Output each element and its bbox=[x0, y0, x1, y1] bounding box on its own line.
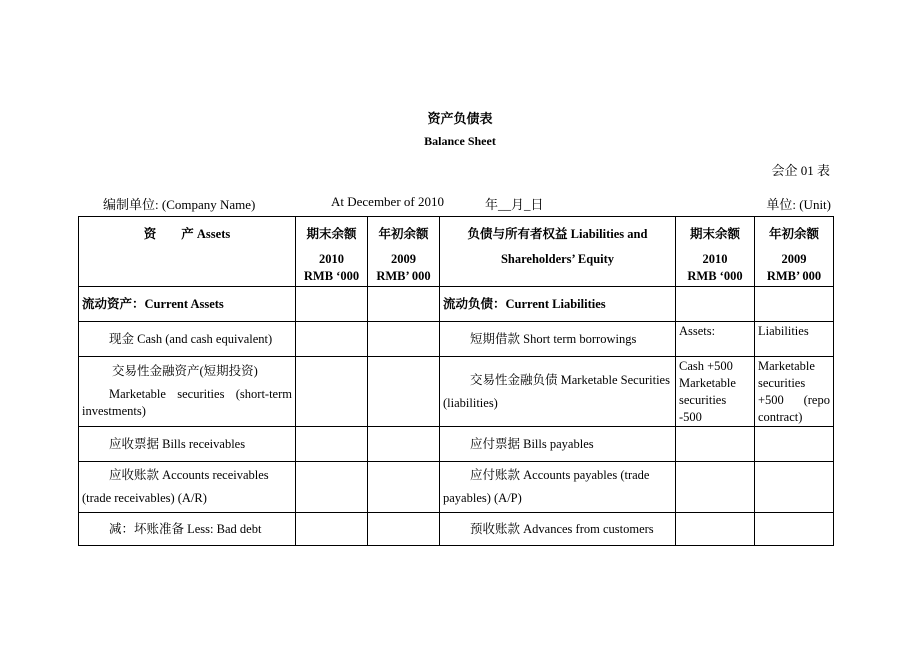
liability-label-line1: 交易性金融负债 Marketable Securities bbox=[470, 372, 670, 387]
liab-end-cell: Assets: bbox=[676, 322, 755, 357]
header-liab-end-unit: RMB ‘000 bbox=[687, 269, 743, 283]
liability-label: 应付票据 Bills payables bbox=[440, 427, 676, 462]
table-row bbox=[79, 322, 834, 357]
asset-begin-cell bbox=[368, 322, 440, 357]
balance-sheet-table bbox=[78, 216, 834, 546]
liab-begin-cell bbox=[755, 513, 834, 546]
header-row bbox=[79, 217, 834, 287]
header-asset-end-title: 期末余额 bbox=[306, 227, 357, 241]
header-assets: 资 产 Assets bbox=[79, 217, 296, 287]
header-asset-begin-title: 年初余额 bbox=[378, 227, 429, 241]
asset-end-cell bbox=[296, 513, 368, 546]
asset-begin-cell bbox=[368, 427, 440, 462]
company-label: 编制单位: (Company Name) bbox=[103, 197, 256, 212]
header-liab-line2: Shareholders’ Equity bbox=[500, 252, 615, 266]
header-liab-begin-year: 2009 bbox=[781, 252, 807, 266]
asset-label: 减：坏账准备 Less: Bad debt bbox=[79, 513, 296, 546]
asset-begin-cell bbox=[368, 287, 440, 322]
header-liab-begin-title: 年初余额 bbox=[768, 227, 819, 241]
liab-begin-cell: Liabilities bbox=[755, 322, 834, 357]
asset-label-line2: (trade receivables) (A/R) bbox=[82, 491, 207, 505]
liability-label-line2: payables) (A/P) bbox=[443, 491, 522, 505]
form-number: 会企 01 表 bbox=[771, 163, 830, 178]
header-liab-end-title: 期末余额 bbox=[689, 227, 740, 241]
header-liabilities bbox=[440, 217, 676, 287]
asset-end-cell bbox=[296, 322, 368, 357]
date-fill: 年__月_日 bbox=[485, 197, 544, 212]
liab-begin-cell bbox=[755, 462, 834, 513]
header-asset-begin-unit: RMB’ 000 bbox=[376, 269, 431, 283]
table-row bbox=[79, 427, 834, 462]
header-asset-end-year: 2010 bbox=[319, 252, 344, 266]
asset-label-cn: 交易性金融资产(短期投资) bbox=[112, 364, 258, 378]
table-row bbox=[79, 462, 834, 513]
asset-label: 应收票据 Bills receivables bbox=[79, 427, 296, 462]
asset-label-en: Marketable securities (short-term investments) bbox=[82, 387, 292, 418]
header-liab-begin-unit: RMB’ 000 bbox=[766, 269, 822, 283]
table-row bbox=[79, 513, 834, 546]
title-chinese: 资产负债表 bbox=[427, 111, 493, 126]
title-english: Balance Sheet bbox=[424, 134, 496, 148]
liab-end-cell bbox=[676, 287, 755, 322]
header-liab-end bbox=[676, 217, 755, 287]
asset-end-cell bbox=[296, 357, 368, 427]
header-liab-line1: 负债与所有者权益 Liabilities and bbox=[467, 227, 648, 241]
asset-label: 现金 Cash (and cash equivalent) bbox=[79, 322, 296, 357]
liability-label-line1: 应付账款 Accounts payables (trade bbox=[470, 468, 650, 482]
asset-label bbox=[79, 462, 296, 513]
asset-begin-cell bbox=[368, 513, 440, 546]
header-liab-end-year: 2010 bbox=[702, 252, 728, 266]
asset-label: 流动资产：Current Assets bbox=[79, 287, 296, 322]
liability-label bbox=[440, 357, 676, 427]
header-asset-end bbox=[296, 217, 368, 287]
liab-end-cell: Cash +500 Marketable securities -500 bbox=[676, 357, 755, 427]
header-asset-begin bbox=[368, 217, 440, 287]
unit-label: 单位: (Unit) bbox=[766, 197, 831, 212]
asset-begin-cell bbox=[368, 357, 440, 427]
asset-begin-cell bbox=[368, 462, 440, 513]
liability-label: 预收账款 Advances from customers bbox=[440, 513, 676, 546]
asset-label-line1: 应收账款 Accounts receivables bbox=[109, 468, 269, 482]
table-row bbox=[79, 357, 834, 427]
header-asset-end-unit: RMB ‘000 bbox=[303, 269, 360, 283]
date-label: At December of 2010 bbox=[331, 194, 444, 209]
liability-label bbox=[440, 462, 676, 513]
liab-end-cell bbox=[676, 462, 755, 513]
asset-end-cell bbox=[296, 462, 368, 513]
liab-end-cell bbox=[676, 513, 755, 546]
liability-label: 短期借款 Short term borrowings bbox=[440, 322, 676, 357]
table-row bbox=[79, 287, 834, 322]
header-asset-begin-year: 2009 bbox=[391, 252, 416, 266]
liab-end-cell bbox=[676, 427, 755, 462]
asset-label bbox=[79, 357, 296, 427]
header-liab-begin bbox=[755, 217, 834, 287]
liab-begin-cell bbox=[755, 427, 834, 462]
asset-end-cell bbox=[296, 427, 368, 462]
liability-label-line2: (liabilities) bbox=[443, 395, 498, 410]
asset-end-cell bbox=[296, 287, 368, 322]
liability-label: 流动负债：Current Liabilities bbox=[440, 287, 676, 322]
liab-begin-cell bbox=[755, 287, 834, 322]
liab-begin-cell: Marketable securities +500 (repo contract) bbox=[755, 357, 834, 427]
